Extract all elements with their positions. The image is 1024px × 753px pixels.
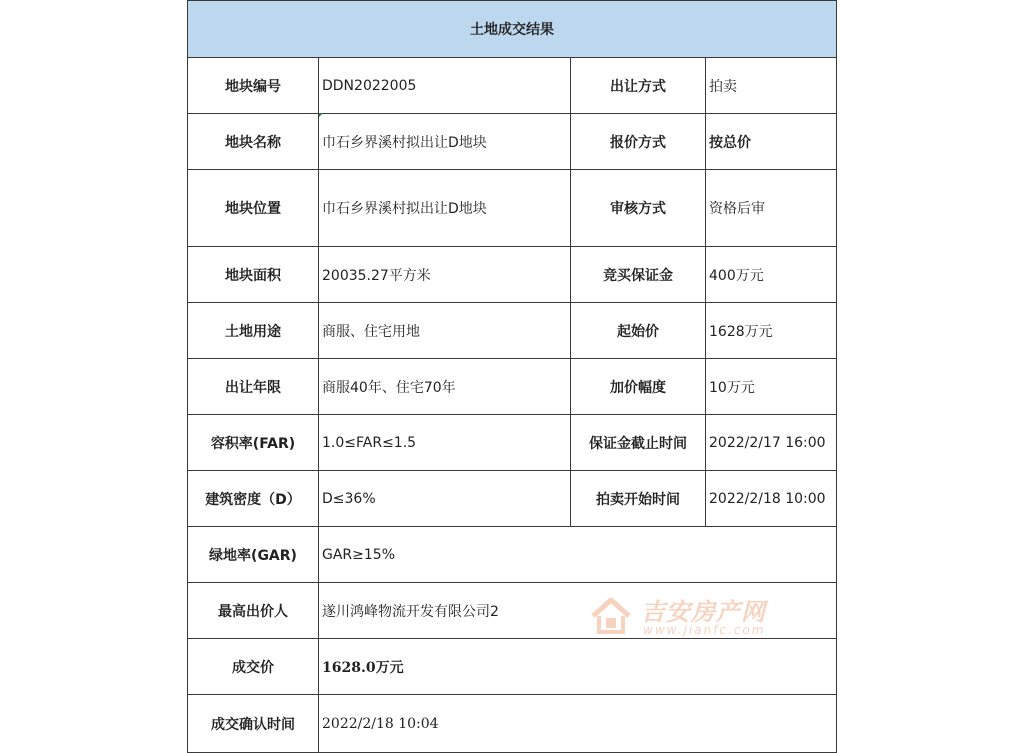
- table-row: [188, 114, 837, 170]
- deposit-deadline-label: 保证金截止时间: [571, 415, 706, 471]
- building-density-value: D≤36%: [319, 471, 571, 527]
- top-bidder-value: 遂川鸿峰物流开发有限公司2: [319, 583, 837, 639]
- land-use-label: 土地用途: [188, 303, 319, 359]
- table-row: [188, 471, 837, 527]
- table-row: [188, 639, 837, 695]
- transfer-method-label: 出让方式: [571, 58, 706, 114]
- far-value: 1.0≤FAR≤1.5: [319, 415, 571, 471]
- table-row: [188, 415, 837, 471]
- deposit-label: 竞买保证金: [571, 247, 706, 303]
- green-ratio-value: GAR≥15%: [319, 527, 837, 583]
- table-row: [188, 247, 837, 303]
- table-row: [188, 695, 837, 753]
- green-ratio-label: 绿地率(GAR): [188, 527, 319, 583]
- table-row: [188, 170, 837, 247]
- deal-price-value: 1628.0万元: [319, 639, 837, 695]
- table-title: 土地成交结果: [188, 1, 837, 58]
- plot-number-label: 地块编号: [188, 58, 319, 114]
- plot-area-value: 20035.27平方米: [319, 247, 571, 303]
- plot-name-label: 地块名称: [188, 114, 319, 170]
- bid-increment-value: 10万元: [706, 359, 837, 415]
- starting-price-value: 1628万元: [706, 303, 837, 359]
- far-label: 容积率(FAR): [188, 415, 319, 471]
- deal-time-value: 2022/2/18 10:04: [319, 695, 837, 753]
- review-method-value: 资格后审: [706, 170, 837, 247]
- plot-area-label: 地块面积: [188, 247, 319, 303]
- bid-increment-label: 加价幅度: [571, 359, 706, 415]
- land-use-value: 商服、住宅用地: [319, 303, 571, 359]
- table-title-row: [188, 1, 837, 58]
- table-row: [188, 527, 837, 583]
- plot-name-value: 巾石乡界溪村拟出让D地块: [319, 114, 571, 170]
- review-method-label: 审核方式: [571, 170, 706, 247]
- auction-start-label: 拍卖开始时间: [571, 471, 706, 527]
- table-row: [188, 58, 837, 114]
- plot-location-label: 地块位置: [188, 170, 319, 247]
- building-density-label: 建筑密度（D）: [188, 471, 319, 527]
- top-bidder-label: 最高出价人: [188, 583, 319, 639]
- deposit-deadline-value: 2022/2/17 16:00: [706, 415, 837, 471]
- transfer-term-value: 商服40年、住宅70年: [319, 359, 571, 415]
- transfer-method-value: 拍卖: [706, 58, 837, 114]
- table-row: [188, 359, 837, 415]
- starting-price-label: 起始价: [571, 303, 706, 359]
- watermark-url: www.jianfc.com: [643, 623, 766, 637]
- auction-start-value: 2022/2/18 10:00: [706, 471, 837, 527]
- quote-method-label: 报价方式: [571, 114, 706, 170]
- plot-number-value: DDN2022005: [319, 58, 571, 114]
- cell-corner-marker: [319, 113, 323, 117]
- deal-time-label: 成交确认时间: [188, 695, 319, 753]
- quote-method-value: 按总价: [706, 114, 837, 170]
- watermark-title: 吉安房产网: [641, 598, 766, 626]
- land-deal-sheet: [187, 0, 836, 752]
- transfer-term-label: 出让年限: [188, 359, 319, 415]
- deposit-value: 400万元: [706, 247, 837, 303]
- table-row: [188, 303, 837, 359]
- land-deal-table: [187, 0, 837, 753]
- deal-price-label: 成交价: [188, 639, 319, 695]
- plot-location-value: 巾石乡界溪村拟出让D地块: [319, 170, 571, 247]
- table-row: [188, 583, 837, 639]
